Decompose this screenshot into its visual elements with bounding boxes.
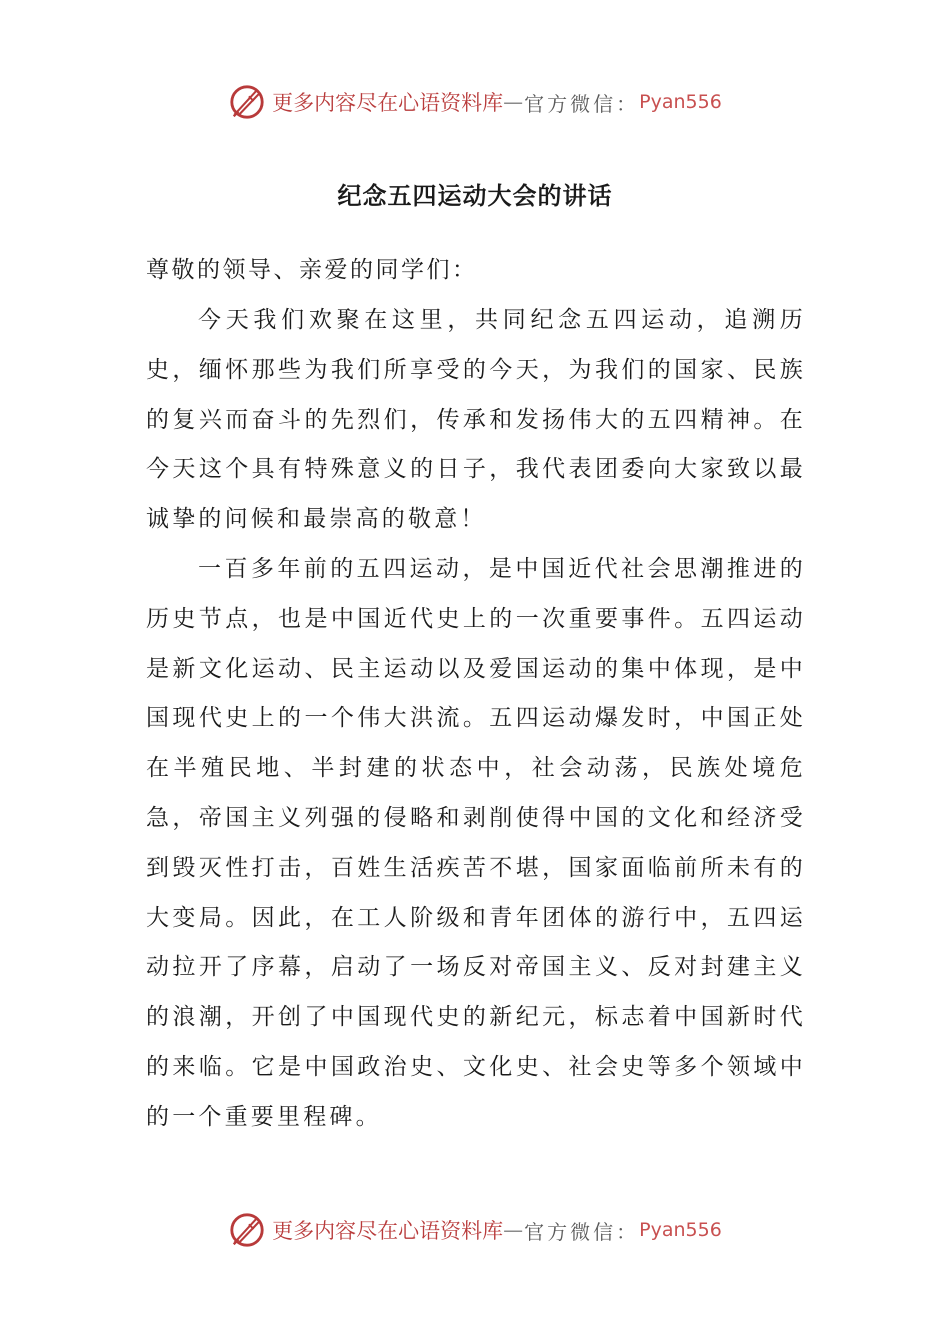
banner-main-text: 更多内容尽在心语资料库: [272, 91, 504, 115]
header-banner: [0, 82, 950, 122]
footer-banner: [0, 1210, 950, 1250]
banner-wechat-id: Pyan556: [639, 1219, 722, 1241]
banner-separator: —: [503, 1218, 525, 1242]
quill-logo-icon: [228, 83, 266, 121]
banner-official-label: 官方微信：: [524, 1219, 640, 1244]
banner-wechat-id: Pyan556: [639, 91, 722, 113]
quill-logo-icon: [228, 1211, 266, 1249]
body-paragraph-1: 今天我们欢聚在这里，共同纪念五四运动，追溯历史，缅怀那些为我们所享受的今天，为我们的国家、民族的复兴而奋斗的先烈们，传承和发扬伟大的五四精神。在今天这个具有特殊意义的日子，我代表团委向大家致以最诚挚的问候和最崇高的敬意！: [146, 307, 806, 533]
body-paragraph-2: 一百多年前的五四运动，是中国近代社会思潮推进的历史节点，也是中国近代史上的一次重要事件。五四运动是新文化运动、民主运动以及爱国运动的集中体现，是中国现代史上的一个伟大洪流。五四运动爆发时，中国正处在半殖民地、半封建的状态中，社会动荡，民族处境危急，帝国主义列强的侵略和剥削使得中国的文化和经济受到毁灭性打击，百姓生活疾苦不堪，国家面临前所未有的大变局。因此，在工人阶级和青年团体的游行中，五四运动拉开了序幕，启动了一场反对帝国主义、反对封建主义的浪潮，开创了中国现代史的新纪元，标志着中国新时代的来临。它是中国政治史、文化史、社会史等多个领域中的一个重要里程碑。: [146, 556, 806, 1130]
greeting-line: 尊敬的领导、亲爱的同学们：: [146, 257, 478, 283]
banner-separator: —: [503, 90, 525, 114]
banner-main-text: 更多内容尽在心语资料库: [272, 1219, 504, 1243]
document-title: 纪念五四运动大会的讲话: [337, 182, 613, 210]
banner-official-label: 官方微信：: [524, 91, 640, 116]
